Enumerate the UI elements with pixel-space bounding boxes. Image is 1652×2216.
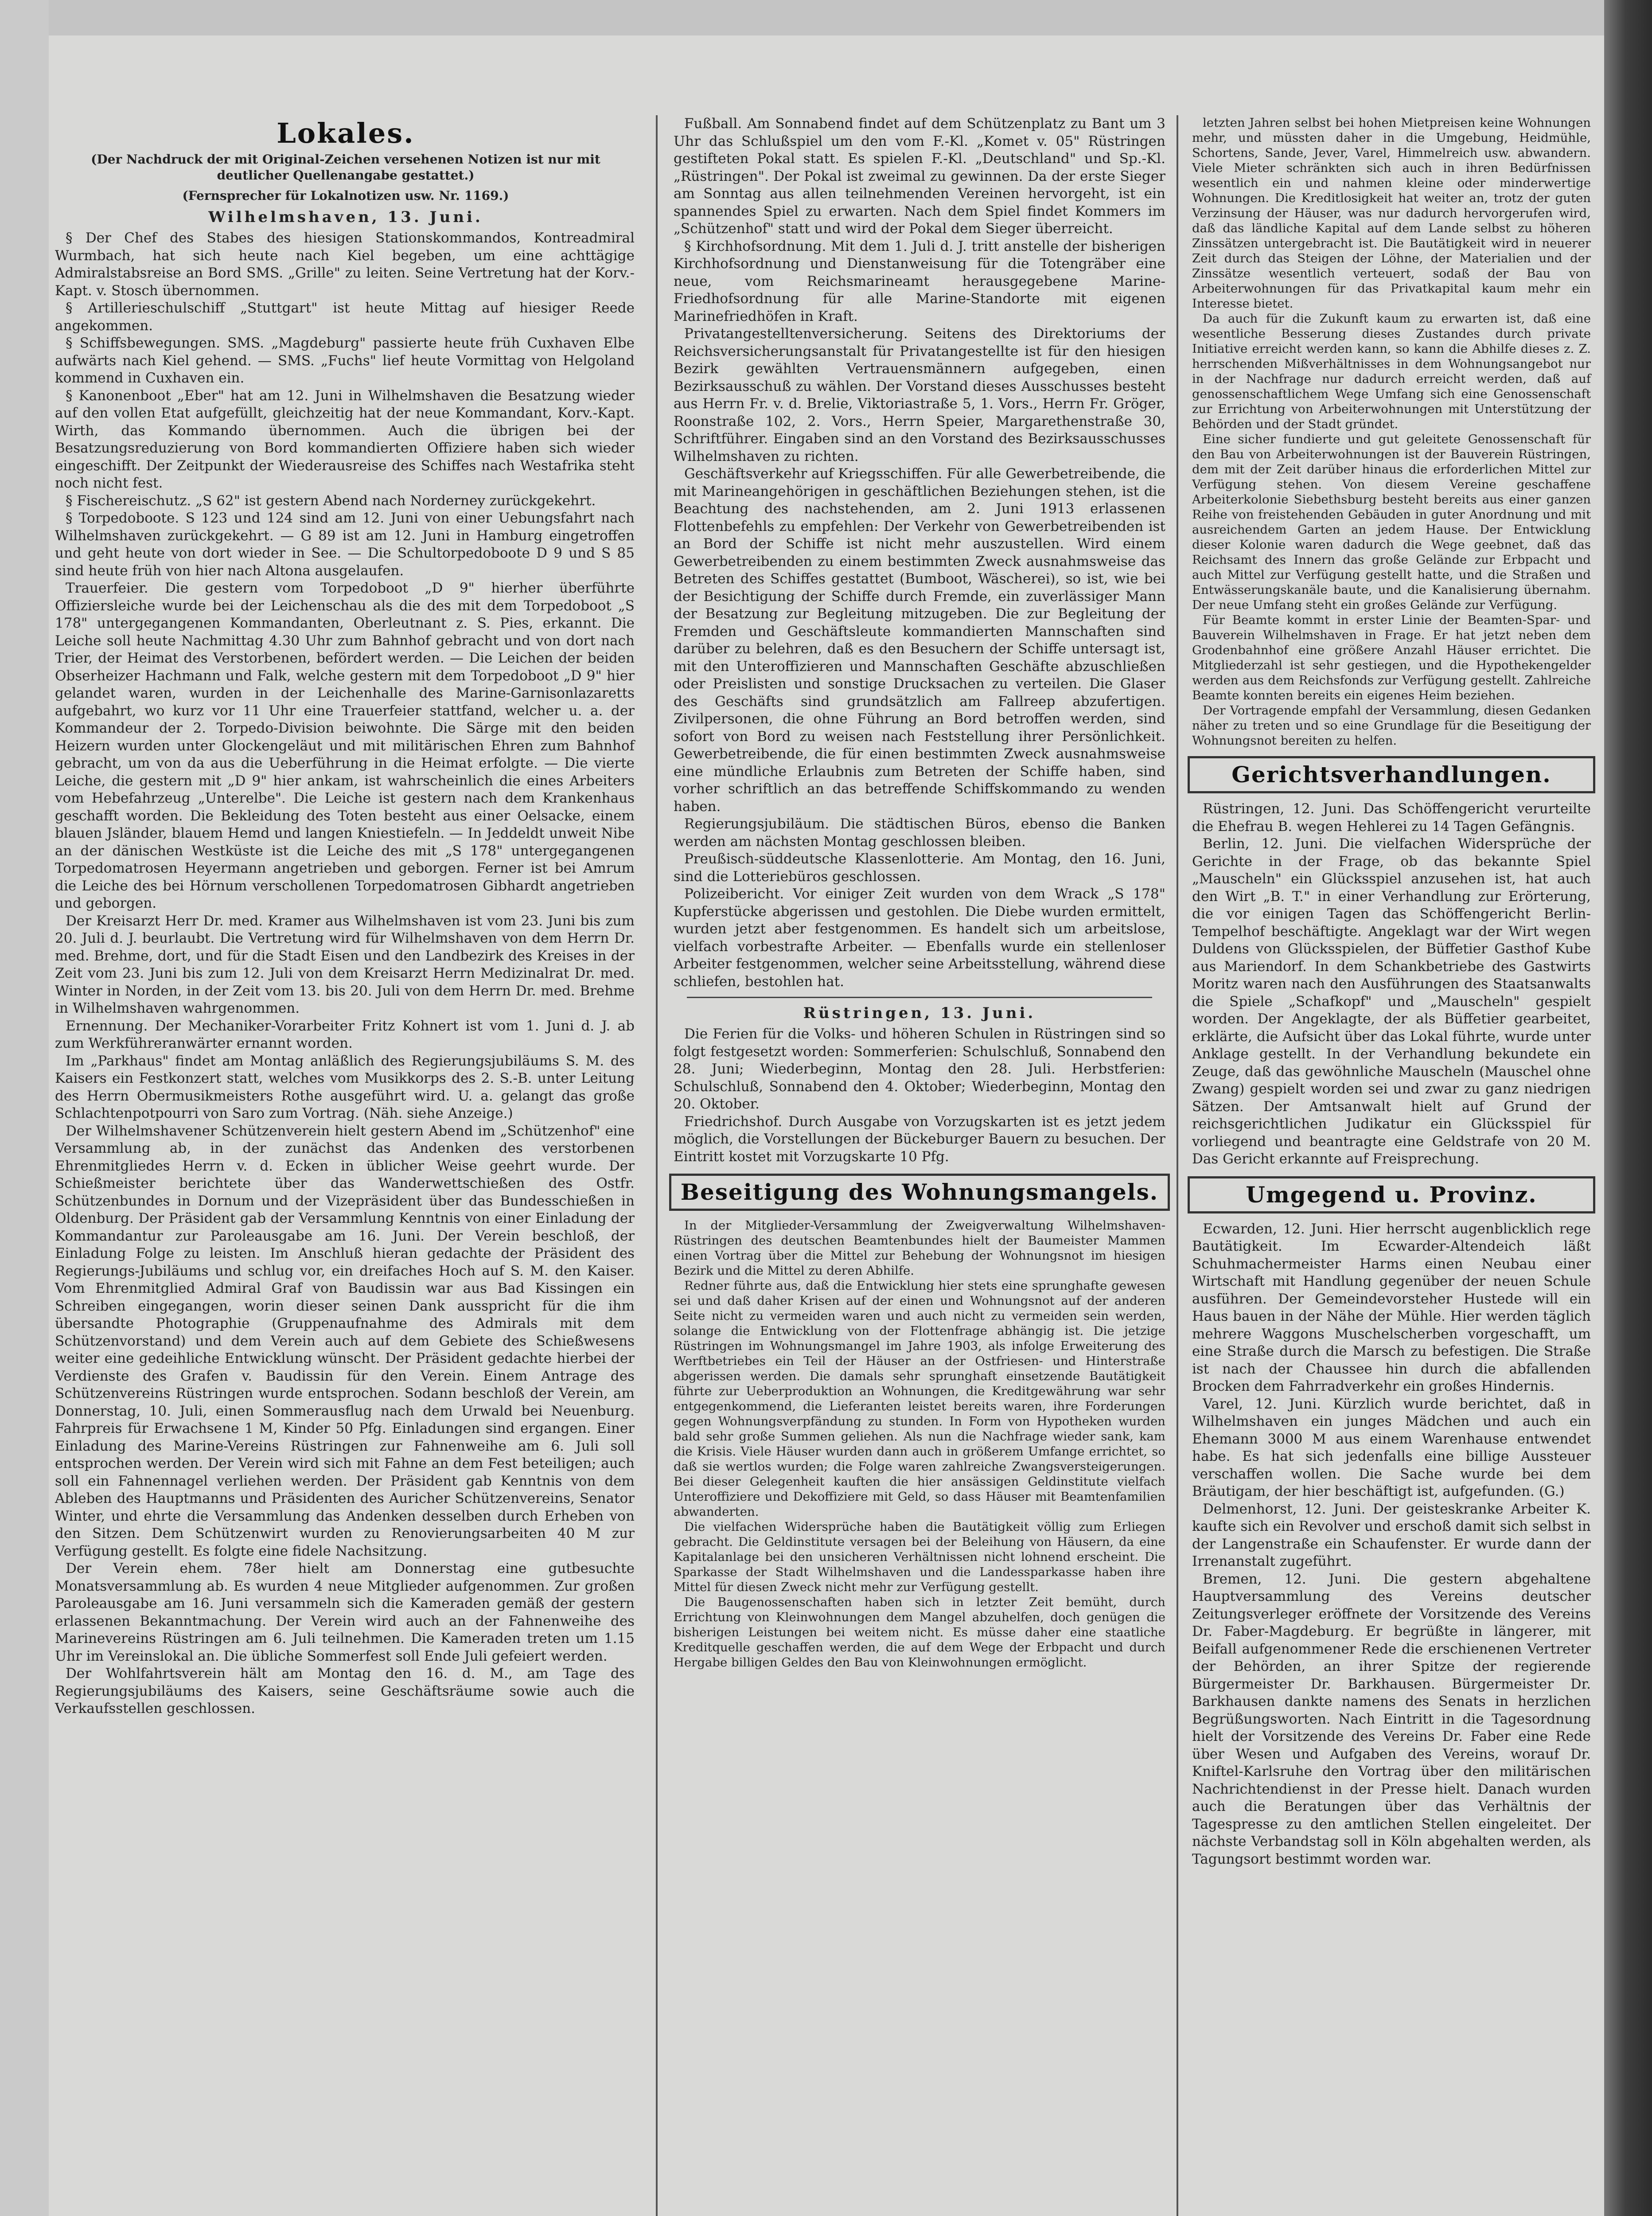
article: § Artillerieschulschiff „Stuttgart" ist heute Mittag auf hiesiger Reede angekommen. — [55, 300, 635, 334]
article: Die Ferien für die Volks- und höheren Schulen in Rüstringen sind so folgt festgesetzt worden: Sommerferien: Schulschluß, Sonnabend den 28. Juni; Wiederbeginn, Montag den 28. Juli. Herbstferien: Schulschluß, Sonnabend den 4. Oktober; Wiederbeginn, Montag den 20. Oktober. — [674, 1026, 1165, 1112]
article: Fußball. Am Sonnabend findet auf dem Schützenplatz zu Bant um 3 Uhr das Schlußspiel um den vom F.-Kl. „Komet v. 05" Rüstringen gestifteten Pokal statt. Es spielen F.-Kl. „Deutschland" und Sp.-Kl. „Rüstringen". Der Pokal ist zweimal zu gewinnen. Da der erste Sieger am Sonntag aus allen teilnehmenden Vereinen hervorgeht, ist ein spannendes Spiel zu erwarten. Nach dem Spiel findet Kommers im „Schützenhof" statt und wird der Pokal dem Sieger überreicht. — [674, 116, 1165, 237]
article: Regierungsjubiläum. Die städtischen Büros, ebenso die Banken werden am nächsten Montag geschlossen bleiben. — [674, 816, 1165, 850]
article: Im „Parkhaus" findet am Montag anläßlich des Regierungsjubiläums S. M. des Kaisers ein Festkonzert statt, welches vom Musikkorps des 2. S.-B. unter Leitung des Herrn Obermusikmeisters Rothe ausgeführt wird. U. a. gelangt das große Schlachtenpotpourri von Saro zum Vortrag. (Näh. siehe Anzeige.) — [55, 1053, 635, 1121]
article: In der Mitglieder-Versammlung der Zweigverwaltung Wilhelmshaven-Rüstringen des deutschen Beamtenbundes hielt der Baumeister Mammen einen Vortrag über die Mittel zur Behebung der Wohnungsnot im hiesigen Bezirk und die Mittel zu deren Abhilfe. — [674, 1218, 1165, 1278]
column-rule — [1177, 115, 1178, 2216]
article: Ernennung. Der Mechaniker-Vorarbeiter Fritz Kohnert ist vom 1. Juni d. J. ab zum Werkführeranwärter ernannt worden. — [55, 1018, 635, 1051]
article: Für Beamte kommt in erster Linie der Beamten-Spar- und Bauverein Wilhelmshaven in Frage. Er hat jetzt neben dem Grodenbahnhof eine größere Anzahl Häuser errichtet. Die Mitgliederzahl ist sehr gestiegen, und die Hypothekengelder werden aus dem Reichsfonds zur Verfügung gestellt. Zahlreiche Beamte konnten bereits ein eigenes Heim beziehen. — [1192, 613, 1591, 702]
article: Varel, 12. Juni. Kürzlich wurde berichtet, daß in Wilhelmshaven ein junges Mädchen und auch ein Ehemann 3000 M aus einem Warenhause entwendet habe. Es hat sich jedenfalls eine billige Aussteuer verschaffen wollen. Die Sache wurde bei dem Bräutigam, der hier beschäftigt ist, aufgefunden. (G.) — [1192, 1396, 1591, 1499]
article: Geschäftsverkehr auf Kriegsschiffen. Für alle Gewerbetreibende, die mit Marineangehörigen in geschäftlichen Beziehungen stehen, ist die Beachtung des nachstehenden, am 2. Juni 1913 erlassenen Flottenbefehls zu empfehlen: Der Verkehr von Gewerbetreibenden ist an Bord der Schiffe ist nicht mehr auszustellen. Wird einem Gewerbetreibenden zu einem bestimmten Zweck ausnahmsweise das Betreten des Schiffes gestattet (Bumboot, Wäscherei), so ist, wie bei der Besichtigung der Schiffe durch Fremde, ein zuverlässiger Mann der Besatzung zur Begleitung mitzugeben. Die zur Begleitung der Fremden und Geschäftsleute kommandierten Mannschaften sind darüber zu belehren, daß es den Besuchern der Schiffe untersagt ist, mit den Unteroffizieren und Mannschaften Geschäfte abzuschließen oder Preislisten und sonstige Drucksachen zu verteilen. Die Glaser des Geschäfts sind grundsätzlich am Fallreep abzufertigen. Zivilpersonen, die ohne Führung an Bord betroffen werden, sind sofort von Bord zu weisen nach Feststellung ihrer Persönlichkeit. Gewerbetreibende, die für einen bestimmten Zweck ausnahmsweise eine mündliche Erlaubnis zum Betreten der Schiffe haben, sind vorher schriftlich an das betreffende Schiffskommando zu wenden haben. — [674, 466, 1165, 815]
column-rule — [656, 115, 658, 2216]
article: letzten Jahren selbst bei hohen Mietpreisen keine Wohnungen mehr, und müssten daher in die Umgebung, Heidmühle, Schortens, Sande, Jever, Varel, Himmelreich usw. abwandern. Viele Mieter schränkten sich auch in ihren Bedürfnissen wesentlich ein und nahmen kleine oder minderwertige Wohnungen. Die Kreditlosigkeit hat weiter an, trotz der guten Verzinsung der Häuser, was nur dadurch hervorgerufen wird, daß das ländliche Kapital auf dem Lande selbst zu höheren Zinssätzen untergebracht ist. Die Bautätigkeit wird in neuerer Zeit durch das Steigen der Löhne, der Materialien und der Zinssätze wesentlich verteuert, sodaß der Bau von Arbeiterwohnungen für das Privatkapital kaum mehr ein Interesse bietet. — [1192, 116, 1591, 311]
article: Polizeibericht. Vor einiger Zeit wurden von dem Wrack „S 178" Kupferstücke abgerissen und gestohlen. Die Diebe wurden ermittelt, wurden jetzt aber festgenommen. Es handelt sich um arbeitslose, vielfach vorbestrafte Arbeiter. — Ebenfalls wurde ein stellenloser Arbeiter festgenommen, welcher seine Arbeitsstellung, während diese schliefen, bestohlen hat. — [674, 886, 1165, 990]
article: § Kirchhofsordnung. Mit dem 1. Juli d. J. tritt anstelle der bisherigen Kirchhofsordnung und Dienstanweisung für die Totengräber eine neue, vom Reichsmarineamt herausgegebene Marine-Friedhofsordnung für alle Marine-Standorte mit eigenen Marinefriedhöfen in Kraft. — [674, 238, 1165, 324]
article: Preußisch-süddeutsche Klassenlotterie. Am Montag, den 16. Juni, sind die Lotteriebüros geschlossen. — [674, 851, 1165, 885]
article: Eine sicher fundierte und gut geleitete Genossenschaft für den Bau von Arbeiterwohnungen ist der Bauverein Rüstringen, dem mit der Zeit darüber hinaus die erforderlichen Mittel zur Verfügung stehen. Von diesem Vereine geschaffene Arbeiterkolonie Siebethsburg besteht bereits aus einer ganzen Reihe von freistehenden Gebäuden in guter Anordnung und mit ausreichendem Garten an jedem Hause. Der Entwicklung dieser Kolonie waren dadurch die Wege geebnet, daß das Reichsamt des Innern das große Gelände zur Erbpacht und auch Mittel zur Verfügung gestellt hatte, und die Straßen und Entwässerungskanäle baute, und die Kanalisierung übernahm. Der neue Umfang steht ein großes Gelände zur Verfügung. — [1192, 432, 1591, 612]
newspaper-page — [49, 35, 1604, 2216]
article: Der Vortragende empfahl der Versammlung, diesen Gedanken näher zu treten und so eine Grundlage für die Beseitigung der Wohnungsnot bereiten zu helfen. — [1192, 703, 1591, 748]
article: Der Kreisarzt Herr Dr. med. Kramer aus Wilhelmshaven ist vom 23. Juni bis zum 20. Juli d. J. beurlaubt. Die Vertretung wird für Wilhelmshaven von dem Herrn Dr. med. Brehme, dort, und für die Stadt Eisen und den Landbezirk des Kreises in der Zeit vom 23. Juni bis zum 12. Juli von dem Kreisarzt Herrn Medizinalrat Dr. med. Winter in Norden, in der Zeit vom 13. bis 20. Juli von dem Herrn Dr. med. Brehme in Wilhelmshaven wahrgenommen. — [55, 913, 635, 1016]
article: Redner führte aus, daß die Entwicklung hier stets eine sprunghafte gewesen sei und daß daher Krisen auf der einen und Wohnungsnot auf der anderen Seite nicht zu vermeiden waren und auch nicht zu vermeiden sein werden, solange die Entwicklung von der Flottenfrage abhängig ist. Die jetzige Rüstringen im Wohnungsmangel im Jahre 1903, als infolge Erweiterung des Werftbetriebes ein Teil der Häuser an der Ostfriesen- und Hinterstraße abgerissen werden. Die damals sehr sprunghaft einsetzende Bautätigkeit führte zur Ueberproduktion an Wohnungen, die Kreditgewährung war sehr entgegenkommend, die Lieferanten leistet bereits waren, ihre Forderungen gegen Wohnungsverpfändung zu stunden. In Form von Hypotheken wurden bald sehr große Summen geliehen. Als nun die Nachfrage wieder sank, kam die Krisis. Viele Häuser wurden dann auch in größerem Umfange errichtet, so daß sie wertlos wurden; die Folge waren zahlreiche Zwangsversteigerungen. Bei dieser Gelegenheit kauften die hier ansässigen Geldinstitute vielfach Unteroffiziere und Dekoffiziere mit Geld, so dass Häuser mit Beamtenfamilien abwanderten. — [674, 1279, 1165, 1519]
article: Die Baugenossenschaften haben sich in letzter Zeit bemüht, durch Errichtung von Kleinwohnungen dem Mangel abzuhelfen, doch genügen die bisherigen Leistungen bei weitem nicht. Es müsse daher eine staatliche Kreditquelle geschaffen werden, die auf dem Wege der Erbpacht und durch Hergabe billigen Geldes den Bau von Kleinwohnungen ermöglicht. — [674, 1595, 1165, 1670]
article: § Torpedoboote. S 123 und 124 sind am 12. Juni von einer Uebungsfahrt nach Wilhelmshaven zurückgekehrt. — G 89 ist am 12. Juni in Hamburg eingetroffen und geht heute von dort wieder in See. — Die Schultorpedoboote D 9 und S 85 sind heute früh von hier nach Altona ausgelaufen. — [55, 510, 635, 579]
article: Der Verein ehem. 78er hielt am Donnerstag eine gutbesuchte Monatsversammlung ab. Es wurden 4 neue Mitglieder aufgenommen. Zur großen Paroleausgabe am 16. Juni versammeln sich die Kameraden gemäß der gestern erlassenen Bekanntmachung. Der Verein wird auch an der Fahnenweihe des Marinevereins Rüstringen am 6. Juli teilnehmen. Die Kameraden treten um 1.15 Uhr im Vereinslokal an. Die übliche Sommerfest soll Ende Juli gefeiert werden. — [55, 1561, 635, 1664]
article: § Fischereischutz. „S 62" ist gestern Abend nach Norderney zurückgekehrt. — [66, 492, 596, 509]
section-title: Gerichtsverhandlungen. — [1188, 756, 1595, 793]
section-title: Beseitigung des Wohnungsmangels. — [669, 1174, 1170, 1211]
article: Die vielfachen Widersprüche haben die Bautätigkeit völlig zum Erliegen gebracht. Die Geldinstitute versagen bei der Beleihung von Häusern, da eine Kapitalanlage bei den unsicheren Verhältnissen nicht lohnend erscheint. Die Sparkasse der Stadt Wilhelmshaven und die Landessparkasse haben ihre Mittel für diesen Zweck nicht mehr zur Verfügung gestellt. — [674, 1520, 1165, 1594]
article: Der Wilhelmshavener Schützenverein hielt gestern Abend im „Schützenhof" eine Versammlung ab, in der zunächst das Andenken des verstorbenen Ehrenmitgliedes Herrn v. d. Ecken in üblicher Weise geehrt wurde. Der Schießmeister berichtete über das Wanderwettschießen des Ostfr. Schützenbundes in Dornum und der Vizepräsident über das Bundesschießen in Oldenburg. Der Präsident gab der Versammlung Kenntnis von einer Einladung der Kommandantur zur Paroleausgabe am 16. Juni. Der Verein beschloß, der Einladung Folge zu leisten. Im Anschluß hieran gedachte der Präsident des Regierungs-Jubiläums und schlug vor, ein dreifaches Hoch auf S. M. den Kaiser. Vom Ehrenmitglied Admiral Graf von Baudissin war aus Bad Kissingen ein Schreiben eingegangen, worin dieser seinen Dank ausspricht für die ihm übersandte Photographie (Gruppenaufnahme des Admirals mit dem Schützenvorstand) und dem Verein auch auf dem Gebiete des Schießwesens weiter eine gedeihliche Entwicklung wünscht. Der Präsident gedachte hierbei der Verdienste des Grafen v. Baudissin für den Verein. Einem Antrage des Schützenvereins Rüstringen wurde entsprochen. Sodann beschloß der Verein, am Donnerstag, 10. Juli, einen Sommerausflug nach dem Urwald bei Neuenburg. Fahrpreis für Erwachsene 1 M, Kinder 50 Pfg. Einladungen sind ergangen. Einer Einladung des Marine-Vereins Rüstringen zur Fahnenweihe am 6. Juli soll entsprochen werden. Der Verein wird sich mit Fahne an dem Fest beteiligen; auch soll ein Fahnennagel verliehen werden. Der Präsident gab Kenntnis von dem Ableben des Hauptmanns und Präsidenten des Auricher Schützenvereins, Senator Winter, und ehrte die Versammlung das Andenken desselben durch Erheben von den Sitzen. Dem Schützenwirt wurden zu Renovierungsarbeiten 40 M zur Verfügung gestellt. Es folgte eine fidele Nachsitzung. — [55, 1123, 635, 1559]
section-title: Lokales. — [277, 117, 415, 149]
article: Bremen, 12. Juni. Die gestern abgehaltene Hauptversammlung des Vereins deutscher Zeitungsverleger eröffnete der Vorsitzende des Vereins Dr. Faber-Magdeburg. Er begrüßte in längerer, mit Beifall aufgenommener Rede die erschienenen Vertreter der Behörden, an ihrer Spitze der regierende Bürgermeister Dr. Barkhausen. Bürgermeister Dr. Barkhausen dankte namens des Senats in herzlichen Begrüßungsworten. Nach Eintritt in die Tagesordnung hielt der Vorsitzende des Vereins Dr. Faber eine Rede über Wesen und Aufgaben des Vereins, worauf Dr. Kniftel-Karlsruhe den Vortrag über den militärischen Nachrichtendienst in der Presse hielt. Danach wurden auch die Beratungen über das Verhältnis der Tagespresse zu den amtlichen Stellen eingeleitet. Der nächste Verbandstag soll in Köln abgehalten werden, als Tagungsort bestimmt worden war. — [1192, 1571, 1591, 1867]
article: Da auch für die Zukunft kaum zu erwarten ist, daß eine wesentliche Besserung dieses Zustandes durch private Initiative erreicht werden kann, so kann die Abhilfe dieses z. Z. herrschenden Mißverhältnisses in dem Wohnungsangebot nur in der Nachfrage nur dadurch erreicht werden, daß auf genossenschaftlichem Wege Umfang sich eine Genossenschaft zur Errichtung von Arbeiterwohnungen mit Unterstützung der Behörden und der Stadt gründet. — [1192, 312, 1591, 431]
column-right — [1188, 115, 1595, 2216]
article: Delmenhorst, 12. Juni. Der geisteskranke Arbeiter K. kaufte sich ein Revolver und erschoß damit sich selbst in der Langenstraße ein Schaufenster. Er wurde dann der Irrenanstalt zugeführt. — [1192, 1501, 1591, 1569]
column-middle — [669, 115, 1170, 2216]
article: Rüstringen, 12. Juni. Das Schöffengericht verurteilte die Ehefrau B. wegen Hehlerei zu 14 Tagen Gefängnis. — [1192, 801, 1591, 835]
dateline: Rüstringen, 13. Juni. — [803, 1004, 1036, 1022]
article: § Schiffsbewegungen. SMS. „Magdeburg" passierte heute früh Cuxhaven Elbe aufwärts nach Kiel gehend. — SMS. „Fuchs" lief heute Vormittag von Helgoland kommend in Cuxhaven ein. — [55, 335, 635, 386]
article: Der Wohlfahrtsverein hält am Montag den 16. d. M., am Tage des Regierungsjubiläums des Kaisers, seine Geschäftsräume sowie auch die Verkaufsstellen geschlossen. — [55, 1666, 635, 1717]
scan-margin-top — [0, 0, 1652, 35]
article: Trauerfeier. Die gestern vom Torpedoboot „D 9" hierher überführte Offiziersleiche wurde bei der Leichenschau als die des mit dem Torpedoboot „S 178" untergegangenen Kommandanten, Oberleutnant z. S. Pies, erkannt. Die Leiche soll heute Nachmittag 4.30 Uhr zum Bahnhof gebracht und von dort nach Trier, der Heimat des Verstorbenen, befördert werden. — Die Leichen der beiden Obserheizer Hachmann und Falk, welche gestern mit dem Torpedoboot „D 9" hier gelandet waren, wurden in der Leichenhalle des Marine-Garnisonlazaretts aufgebahrt, wo kurz vor 11 Uhr eine Trauerfeier stattfand, welcher u. a. der Kommandeur der 2. Torpedo-Division beiwohnte. Die Särge mit den beiden Heizern wurden unter Glockengeläut und mit militärischen Ehren zum Bahnhof gebracht, um von da aus die Ueberführung in die Heimat erfolgte. — Die vierte Leiche, die gestern mit „D 9" hier ankam, ist wahrscheinlich die eines Arbeiters vom Hebefahrzeug „Unterelbe". Die Leiche ist gestern nach dem Krankenhaus geschafft worden. Die Bekleidung des Toten besteht aus einer Oelsacke, einem blauen Jsländer, blauem Hemd und langen Kniestiefeln. — In Jeddeldt unweit Nibe an der dänischen Westküste ist die Leiche des mit „S 178" untergegangenen Torpedomatrosen Heyermann angetrieben und geborgen. Ferner ist bei Amrum die Leiche des bei Hörnum verschollenen Torpedomatrosen Gibhardt angetrieben und geborgen. — [55, 580, 635, 911]
divider — [687, 997, 1152, 998]
scan-edge-shadow — [1604, 0, 1652, 2216]
article: Ecwarden, 12. Juni. Hier herrscht augenblicklich rege Bautätigkeit. Im Ecwarder-Altendeich läßt Schuhmachermeister Harms einen Neubau einer Wirtschaft mit Handlung gegenüber der neuen Schule ausführen. Der Gemeindevorsteher Hustede will ein Haus bauen in der Nähe der Mühle. Hier werden täglich mehrere Waggons Muschelscherben vorgeschafft, um eine Straße durch die Marsch zu befestigen. Die Straße ist nach der Chaussee hin durch die abfallenden Brocken dem Fahrradverkehr ein großes Hindernis. — [1192, 1221, 1591, 1394]
column-lokales — [49, 115, 643, 2216]
scan-margin-left — [0, 0, 49, 2216]
article: Privatangestelltenversicherung. Seitens des Direktoriums der Reichsversicherungsanstalt für Privatangestellte ist für den hiesigen Bezirk gewählten Vertrauensmännern aufgegeben, einen Bezirksausschuß zu wählen. Der Vorstand dieses Ausschusses besteht aus Herrn Fr. v. d. Brelie, Viktoriastraße 5, 1. Vors., Herrn Fr. Gröger, Roonstraße 102, 2. Vors., Herrn Speier, Margarethenstraße 30, Schriftführer. Eingaben sind an den Vorstand des Bezirksausschusses Wilhelmshaven zu richten. — [674, 326, 1165, 464]
dateline: Wilhelmshaven, 13. Juni. — [208, 208, 483, 226]
article: § Der Chef des Stabes des hiesigen Stationskommandos, Kontreadmiral Wurmbach, hat sich heute nach Kiel begeben, um eine achttägige Admiralstabsreise an Bord SMS. „Grille" zu leiten. Seine Vertretung hat der Korv.-Kapt. v. Stosch übernommen. — [55, 230, 635, 299]
article: § Kanonenboot „Eber" hat am 12. Juni in Wilhelmshaven die Besatzung wieder auf den vollen Etat aufgefüllt, gleichzeitig hat der neue Kommandant, Korv.-Kapt. Wirth, das Kommando übernommen. Auch die übrigen bei der Besatzungsreduzierung von Bord kommandierten Offiziere haben sich wieder eingeschifft. Der Zeitpunkt der Wiederausreise des Schiffes nach Westafrika steht noch nicht fest. — [55, 387, 635, 491]
reprint-note: (Der Nachdruck der mit Original-Zeichen versehenen Notizen ist nur mit deutlicher Quellenangabe gestattet.) — [91, 152, 600, 183]
phone-note: (Fernsprecher für Lokalnotizen usw. Nr. 1169.) — [182, 188, 509, 203]
section-title: Umgegend u. Provinz. — [1188, 1176, 1595, 1213]
article: Berlin, 12. Juni. Die vielfachen Widersprüche der Gerichte in der Frage, ob das bekannte Spiel „Mauscheln" ein Glücksspiel anzusehen ist, hat auch den Wirt „B. T." in einer Verhandlung zur Erörterung, die vor einigen Tagen das Schöffengericht Berlin-Tempelhof beschäftigte. Angeklagt war der Wirt wegen Duldens von Glücksspielen, der Büffetier Gasthof Kube aus Mariendorf. In dem Schankbetriebe des Gastwirts Moritz waren nach den Ausführungen des Staatsanwalts die Spiele „Schafkopf" und „Mauscheln" gespielt worden. Der Angeklagte, der als Büffetier gearbeitet, erklärte, die Aufsicht über das Lokal führte, wurde unter Anklage gestellt. In der Verhandlung bekundete ein Zeuge, daß das gewöhnliche Mauscheln (Mauschel ohne Zwang) gespielt worden sei und zwar zu ganz niedrigen Sätzen. Der Amtsanwalt hielt auf Grund der reichsgerichtlichen Judikatur ein Glücksspiel für vorliegend und beantragte eine Geldstrafe von 20 M. Das Gericht erkannte auf Freisprechung. — [1192, 836, 1591, 1167]
article: Friedrichshof. Durch Ausgabe von Vorzugskarten ist es jetzt jedem möglich, die Vorstellungen der Bückeburger Bauern zu besuchen. Der Eintritt kostet mit Vorzugskarte 10 Pfg. — [674, 1113, 1165, 1165]
